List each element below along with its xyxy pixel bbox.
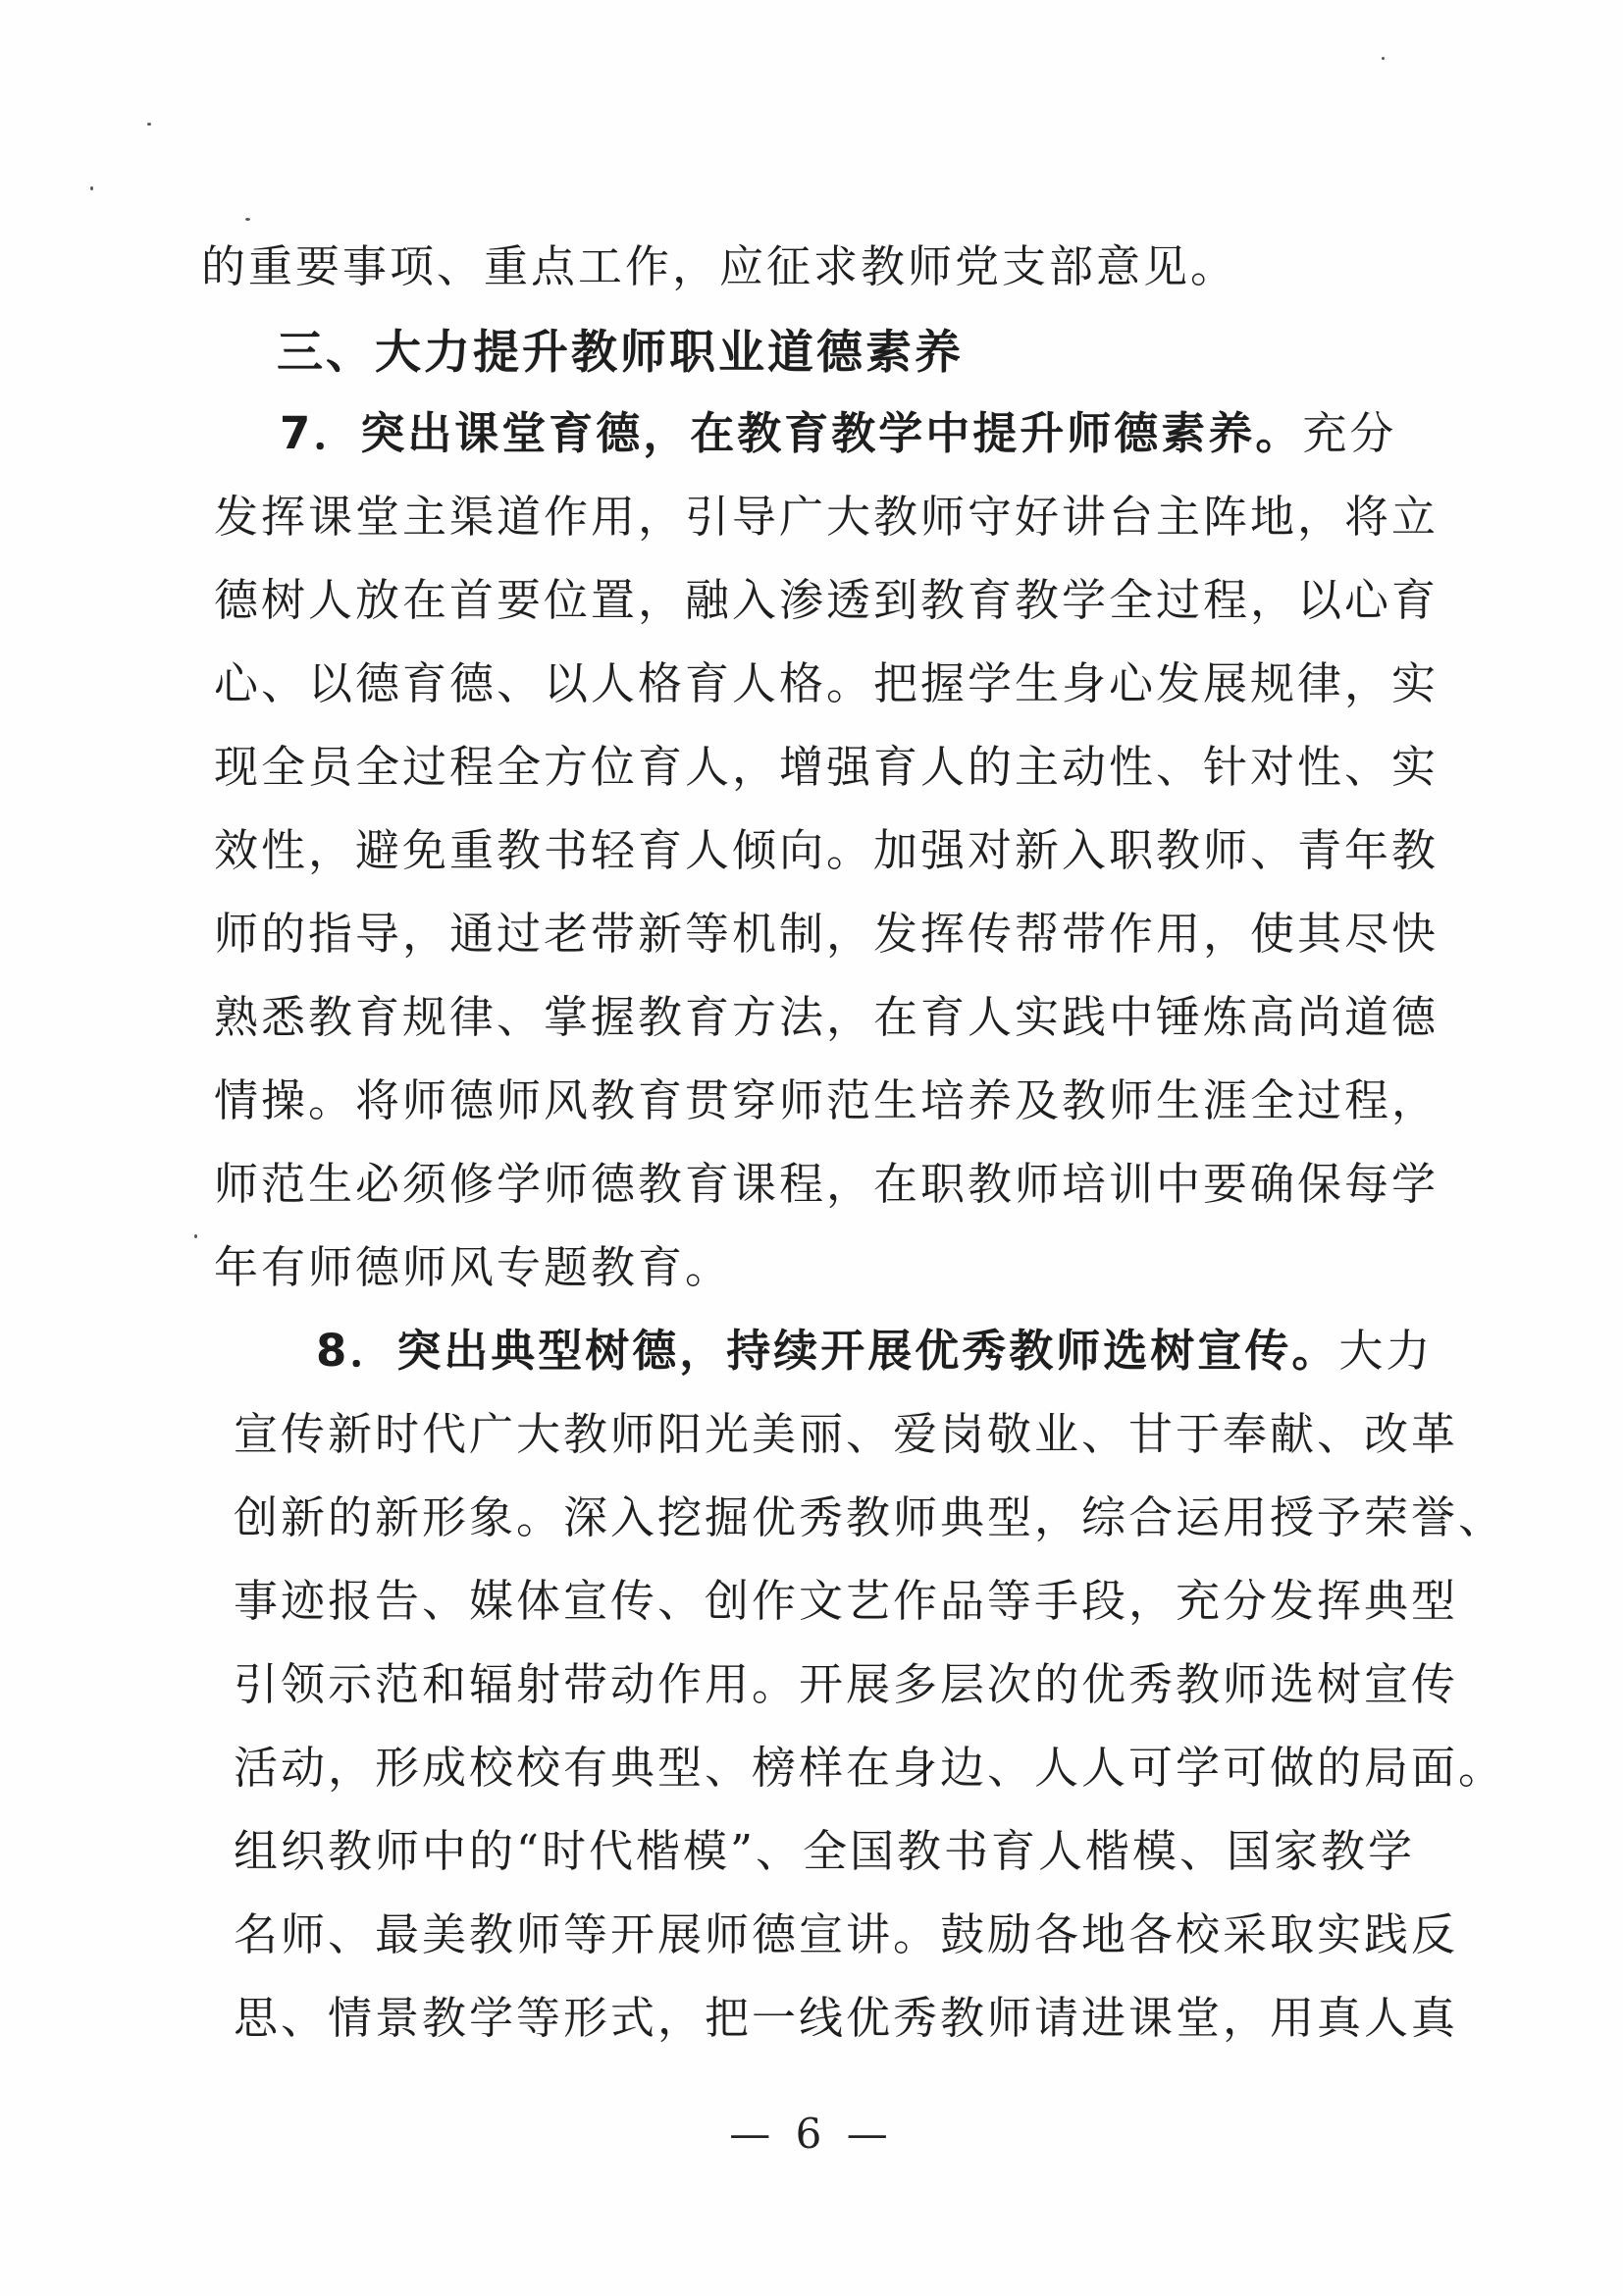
item7-line: 师范生必须修学师德教育课程，在职教师培训中要确保每学 (214, 1158, 1440, 1210)
continuation-line: 的重要事项、重点工作，应征求教师党支部意见。 (201, 240, 1238, 292)
item7-lead: 7．突出课堂育德，在教育教学中提升师德素养。 (280, 407, 1303, 459)
item8-line: 组织教师中的“时代楷模”、全国教书育人楷模、国家教学 (234, 1825, 1416, 1877)
item8-line-0: 大力 (1338, 1325, 1434, 1377)
item7-line: 年有师德师风专题教育。 (214, 1241, 733, 1293)
item8-line: 引领示范和辐射带动作用。开展多层次的优秀教师选树宣传 (234, 1658, 1459, 1710)
item8-line: 事迹报告、媒体宣传、创作文艺作品等手段，充分发挥典型 (234, 1575, 1459, 1627)
item7-line: 情操。将师德师风教育贯穿师范生培养及教师生涯全过程， (214, 1074, 1440, 1126)
item7-line: 熟悉教育规律、掌握教育方法，在育人实践中锤炼高尚道德 (214, 991, 1440, 1043)
item8-line: 宣传新时代广大教师阳光美丽、爱岗敬业、甘于奉献、改革 (234, 1408, 1459, 1460)
item7-line: 现全员全过程全方位育人，增强育人的主动性、针对性、实 (214, 741, 1440, 793)
item8-line: 思、情景教学等形式，把一线优秀教师请进课堂，用真人真 (234, 1992, 1459, 2044)
item7-line: 效性，避免重教书轻育人倾向。加强对新入职教师、青年教 (214, 824, 1440, 876)
section-heading: 三、大力提升教师职业道德素养 (277, 326, 964, 380)
item7-line: 师的指导，通过老带新等机制，发挥传帮带作用，使其尽快 (214, 908, 1440, 960)
scan-speck (1382, 57, 1385, 60)
scan-speck (90, 186, 93, 190)
item7-line: 德树人放在首要位置，融入渗透到教育教学全过程，以心育 (214, 574, 1440, 626)
item8-line: 创新的新形象。深入挖掘优秀教师典型，综合运用授予荣誉、 (234, 1491, 1506, 1543)
item7-first-line (280, 404, 1467, 463)
item7-line-0: 充分 (1302, 407, 1397, 459)
page-number: — 6 — (729, 2110, 894, 2158)
item8-line: 活动，形成校校有典型、榜样在身边、人人可学可做的局面。 (234, 1742, 1506, 1794)
item8-line: 名师、最美教师等开展师德宣讲。鼓励各地各校采取实践反 (234, 1908, 1459, 1960)
scan-speck (147, 123, 151, 126)
item7-line: 发挥课堂主渠道作用，引导广大教师守好讲台主阵地，将立 (214, 491, 1440, 543)
scan-speck (245, 218, 250, 221)
item7-line: 心、以德育德、以人格育人格。把握学生身心发展规律，实 (214, 657, 1440, 709)
item8-first-line (316, 1322, 1503, 1381)
scan-speck (194, 1234, 197, 1238)
item8-lead: 8．突出典型树德，持续开展优秀教师选树宣传。 (316, 1325, 1339, 1377)
